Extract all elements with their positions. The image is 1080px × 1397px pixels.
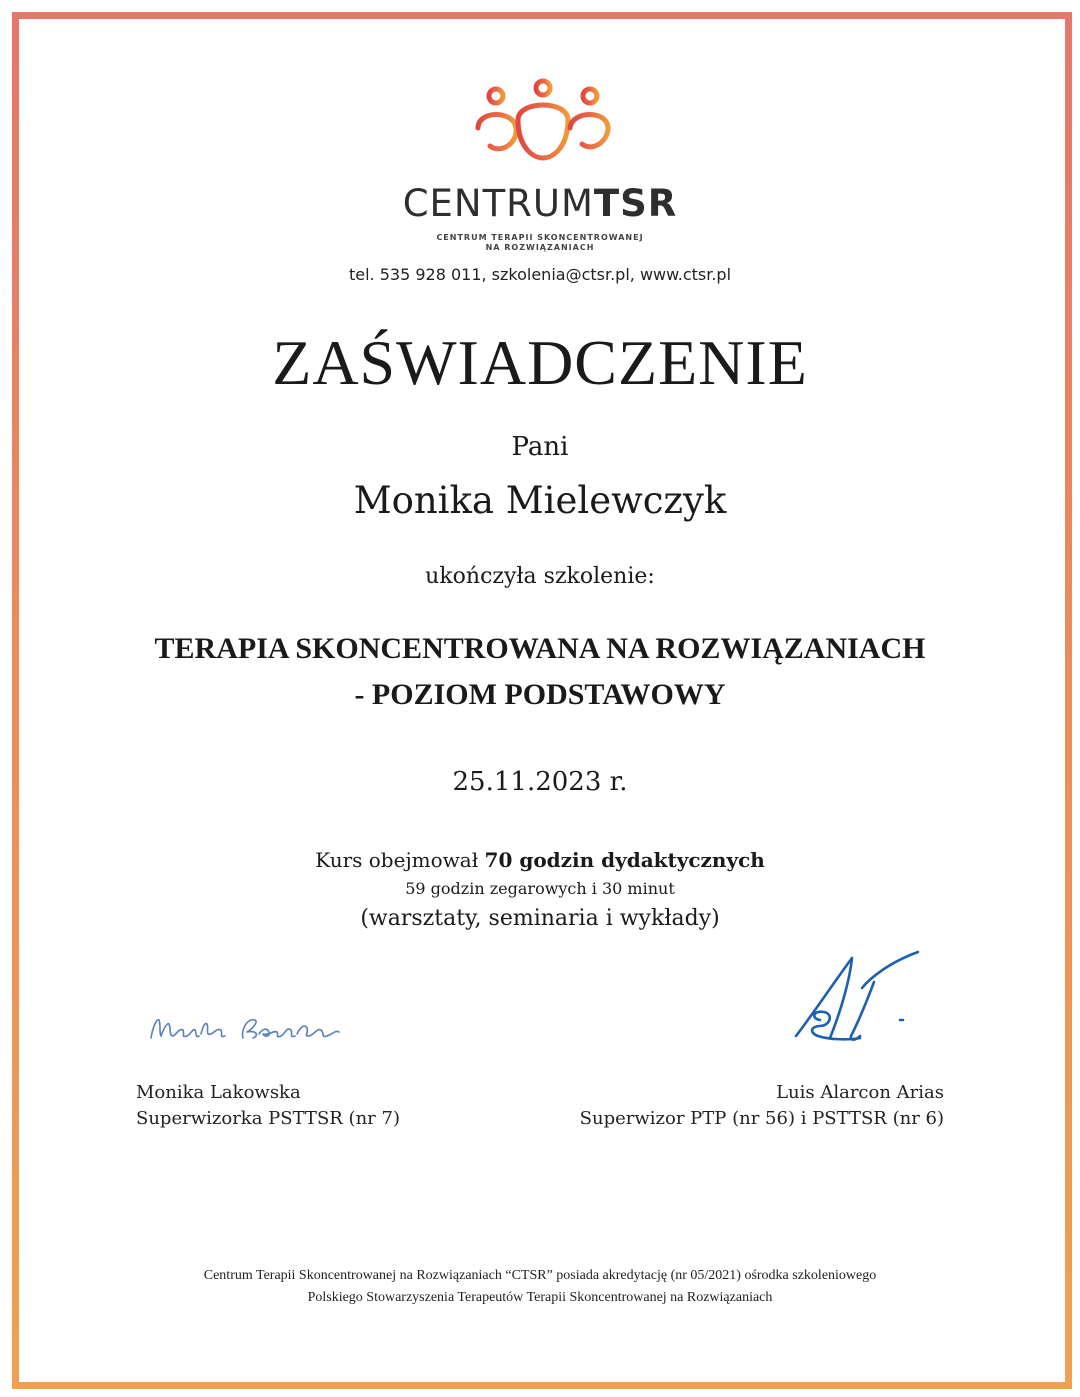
brand-wordmark	[0, 178, 1080, 230]
footer-line1: Centrum Terapii Skoncentrowanej na Rozwiązaniach “CTSR” posiada akredytację (nr 05/2021) ośrodka szkoleniowego	[203, 1268, 877, 1283]
brand-subtitle-line1: CENTRUM TERAPII SKONCENTROWANEJ	[436, 233, 644, 242]
brand-subtitle	[0, 233, 1080, 253]
recipient-name: Monika Mielewczyk	[353, 479, 727, 522]
clock-hours: 59 godzin zegarowych i 30 minut	[405, 879, 675, 898]
left-signature-image	[145, 1000, 345, 1050]
course-hours	[0, 846, 1080, 874]
right-signature-image	[790, 948, 920, 1048]
certificate-title: ZAŚWIADCZENIE	[272, 327, 808, 398]
right-signer	[580, 1080, 944, 1132]
course-types: (warsztaty, seminaria i wykłady)	[360, 906, 720, 931]
course-hours-bold: 70 godzin dydaktycznych	[484, 848, 765, 872]
salutation: Pani	[511, 432, 569, 462]
accreditation-footer	[0, 1265, 1080, 1309]
contact-info: tel. 535 928 011, szkolenia@ctsr.pl, www.ctsr.pl	[348, 265, 732, 284]
completed-text: ukończyła szkolenie:	[425, 564, 655, 589]
course-name-line1: TERAPIA SKONCENTROWANA NA ROZWIĄZANIACH	[154, 632, 926, 665]
brand-subtitle-line2: NA ROZWIĄZANIACH	[485, 243, 595, 252]
left-signer-role: Superwizorka PSTTSR (nr 7)	[136, 1108, 400, 1129]
right-signer-role: Superwizor PTP (nr 56) i PSTTSR (nr 6)	[579, 1108, 944, 1129]
three-people-logo-icon	[470, 76, 616, 164]
course-name-line2: - POZIOM PODSTAWOWY	[354, 678, 726, 711]
completion-date: 25.11.2023 r.	[452, 767, 628, 797]
left-signer-name: Monika Lakowska	[136, 1082, 301, 1103]
footer-line2: Polskiego Stowarzyszenia Terapeutów Terapii Skoncentrowanej na Rozwiązaniach	[307, 1290, 773, 1305]
brand-bold: TSR	[593, 182, 678, 225]
brand-light: CENTRUM	[402, 182, 594, 225]
right-signer-name: Luis Alarcon Arias	[776, 1082, 944, 1103]
left-signer	[136, 1080, 400, 1132]
course-hours-prefix: Kurs obejmował	[315, 848, 485, 872]
